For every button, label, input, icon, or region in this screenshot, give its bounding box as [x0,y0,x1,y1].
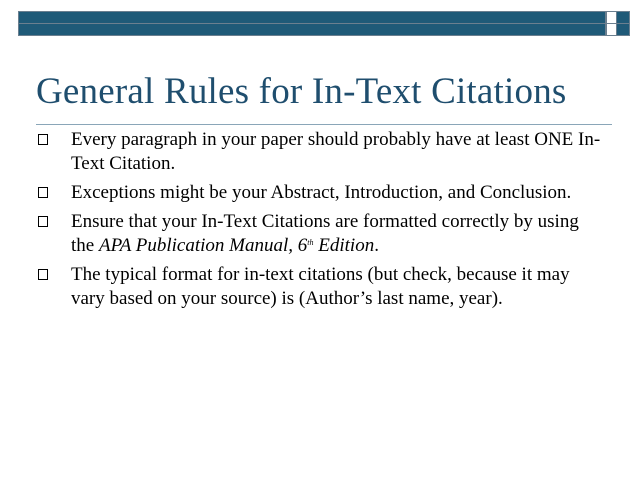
square-bullet-icon [38,187,48,198]
bullet-text: Exceptions might be your Abstract, Introduction, and Conclusion. [71,182,572,203]
manual-title: APA Publication Manual, 6 [98,235,308,256]
title-divider [36,124,612,125]
header-bar-right-block [616,11,630,36]
bullet-text-end: . [374,235,379,256]
bullet-text: Ensure that your In-Text Citations are formatted correctly by using the [71,211,579,256]
edition-superscript: th [307,238,314,247]
header-bar-right-bottom [616,23,630,36]
decorative-header-bar [18,11,630,36]
bullet-item [36,128,606,176]
slide-title: General Rules for In-Text Citations [36,71,567,112]
square-bullet-icon [38,134,48,145]
manual-title-edition: Edition [313,235,375,256]
square-bullet-icon [38,216,48,227]
bullet-item [36,263,606,311]
bullet-list [36,128,606,316]
square-bullet-icon [38,269,48,280]
bullet-item [36,181,606,205]
bullet-item [36,210,606,258]
header-bar-row-bottom [18,23,606,36]
bullet-text: The typical format for in-text citations (but check, because it may vary based on your source) is (Author’s last name, year). [71,264,570,309]
bullet-text: Every paragraph in your paper should probably have at least ONE In-Text Citation. [71,129,601,174]
